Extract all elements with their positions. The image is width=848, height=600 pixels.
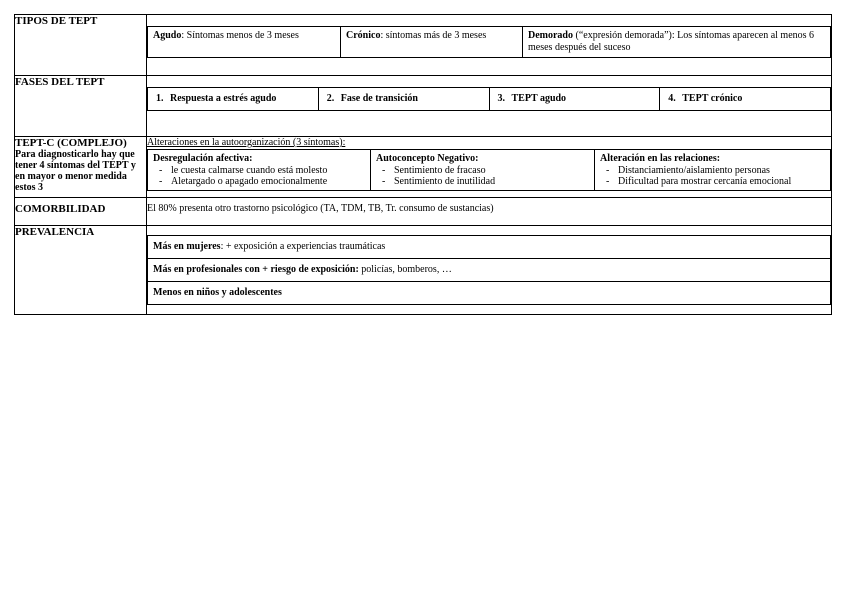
label-tept-c: TEPT-C (COMPLEJO) Para diagnosticarlo hay que tener 4 síntomas del TEPT y en mayor o menor medida estos 3 (15, 137, 147, 198)
row-fases (15, 76, 832, 137)
tipo-cronico: Crónico: síntomas más de 3 meses (341, 27, 523, 58)
tept-c-intro: Alteraciones en la autoorganización (3 síntomas): (147, 137, 346, 148)
prevalencia-table (147, 235, 831, 305)
fase-2: 2. Fase de transición (318, 88, 489, 111)
tept-c-groups (147, 149, 831, 191)
fase-4: 4. TEPT crónico (660, 88, 831, 111)
group-autoconcepto: Autoconcepto Negativo: - Sentimiento de fracaso - Sentimiento de inutilidad (371, 150, 595, 191)
group-relaciones: Alteración en las relaciones: - Distanciamiento/aislamiento personas - Dificultad para mostrar cercanía emocional (595, 150, 831, 191)
row-comorbilidad (15, 198, 832, 226)
label-tipos: TIPOS DE TEPT (15, 15, 147, 76)
list-item: - Distanciamiento/aislamiento personas (600, 165, 825, 176)
tipos-table (147, 26, 831, 58)
label-prevalencia: PREVALENCIA (15, 226, 147, 315)
tipo-agudo: Agudo: Síntomas menos de 3 meses (148, 27, 341, 58)
list-item: - Sentimiento de inutilidad (376, 176, 589, 187)
row-tept-c (15, 137, 832, 198)
fases-table (147, 87, 831, 111)
tept-summary-table (14, 14, 832, 315)
list-item: - le cuesta calmarse cuando está molesto (153, 165, 365, 176)
list-item: - Sentimiento de fracaso (376, 165, 589, 176)
label-fases: FASES DEL TEPT (15, 76, 147, 137)
prevalencia-row: Menos en niños y adolescentes (148, 282, 831, 305)
prevalencia-row: Más en mujeres: + exposición a experiencias traumáticas (148, 236, 831, 259)
fase-1: 1. Respuesta a estrés agudo (148, 88, 319, 111)
fase-3: 3. TEPT agudo (489, 88, 660, 111)
label-comorbilidad: COMORBILIDAD (15, 198, 147, 226)
row-prevalencia (15, 226, 832, 315)
tipo-demorado: Demorado (“expresión demorada”): Los síntomas aparecen al menos 6 meses después del suceso (523, 27, 831, 58)
list-item: - Dificultad para mostrar cercanía emocional (600, 176, 825, 187)
prevalencia-row: Más en profesionales con + riesgo de exposición: policías, bomberos, … (148, 259, 831, 282)
row-tipos (15, 15, 832, 76)
list-item: - Aletargado o apagado emocionalmente (153, 176, 365, 187)
tept-c-sublabel: Para diagnosticarlo hay que tener 4 síntomas del TEPT y en mayor o menor medida estos 3 (15, 149, 136, 193)
group-desregulacion: Desregulación afectiva: - le cuesta calmarse cuando está molesto - Aletargado o apagado emocionalmente (148, 150, 371, 191)
comorbilidad-text: El 80% presenta otro trastorno psicológico (TA, TDM, TB, Tr. consumo de sustancias) (147, 198, 832, 226)
